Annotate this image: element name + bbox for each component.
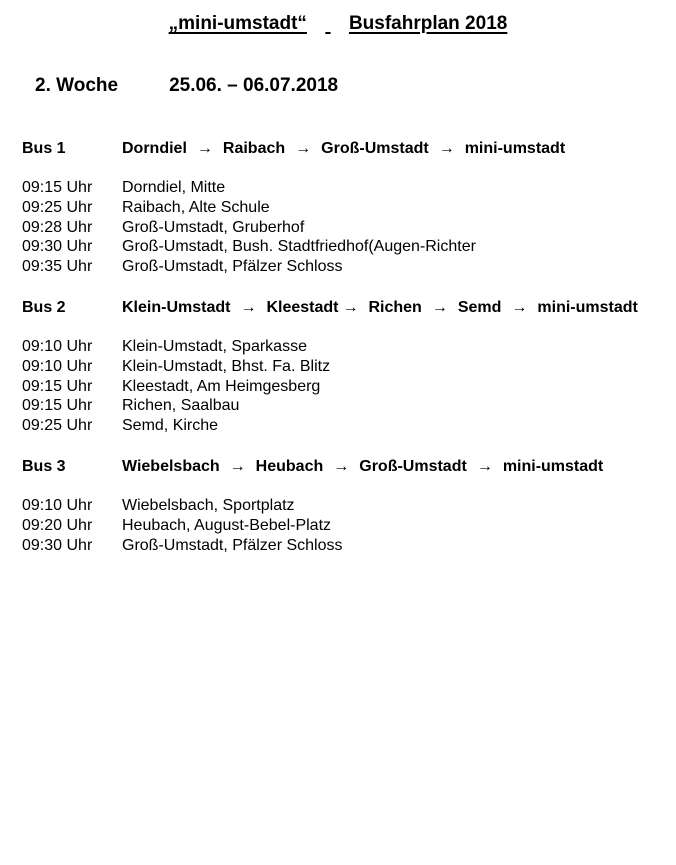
stop-place: Kleestadt, Am Heimgesberg: [122, 377, 321, 395]
route-stop: Kleestadt: [266, 299, 339, 316]
bus-header: [22, 457, 672, 477]
arrow-right-icon: →: [431, 299, 448, 316]
bus-route: [122, 298, 638, 318]
arrow-right-icon: →: [333, 458, 350, 475]
stop-row: [22, 218, 672, 238]
week-label: 2. Woche: [35, 75, 119, 96]
title-spacer: [307, 12, 349, 36]
stop-row: [22, 337, 672, 357]
stop-time: 09:25 Uhr: [22, 417, 93, 434]
route-stop: Richen: [368, 299, 422, 316]
stop-time: 09:10 Uhr: [22, 338, 93, 355]
arrow-right-icon: →: [511, 299, 528, 316]
stop-row: [22, 377, 672, 397]
arrow-right-icon: →: [229, 458, 246, 475]
stop-row: [22, 178, 672, 198]
stop-place: Groß-Umstadt, Pfälzer Schloss: [122, 258, 343, 275]
arrow-right-icon: →: [295, 140, 312, 157]
document-title: [0, 12, 676, 36]
stop-row: [22, 516, 672, 536]
stop-row: [22, 237, 672, 257]
stop-list: [22, 337, 672, 436]
route-stop: mini-umstadt: [464, 140, 566, 157]
stop-place: Dorndiel, Mitte: [122, 179, 226, 196]
bus-schedule-3: [22, 457, 672, 555]
bus-schedule-2: [22, 298, 672, 436]
stop-place: Semd, Kirche: [122, 417, 219, 434]
stop-time: 09:35 Uhr: [22, 258, 93, 275]
week-dates: 25.06. – 06.07.2018: [169, 75, 339, 96]
stop-row: [22, 257, 672, 277]
stop-place: Klein-Umstadt, Bhst. Fa. Blitz: [122, 357, 331, 375]
route-stop: Wiebelsbach: [122, 458, 220, 475]
bus-schedule-1: [22, 139, 672, 277]
stop-time: 09:28 Uhr: [22, 218, 93, 236]
title-schedule-label: Busfahrplan 2018: [348, 13, 508, 34]
stop-row: [22, 536, 672, 556]
bus-label: Bus 3: [22, 458, 66, 475]
route-stop: Groß-Umstadt: [359, 458, 467, 475]
route-stop: Groß-Umstadt: [321, 140, 429, 157]
stop-row: [22, 416, 672, 436]
stop-place: Richen, Saalbau: [122, 397, 240, 415]
stop-time: 09:10 Uhr: [22, 497, 93, 514]
stop-time: 09:10 Uhr: [22, 357, 93, 375]
arrow-right-icon: →: [196, 140, 213, 157]
stop-time: 09:30 Uhr: [22, 536, 93, 554]
route-stop: Raibach: [222, 140, 286, 157]
bus-label: Bus 1: [22, 140, 66, 157]
stop-list: [22, 178, 672, 277]
stop-time: 09:15 Uhr: [22, 377, 93, 395]
bus-header: [22, 298, 672, 318]
bus-label: Bus 2: [22, 299, 66, 316]
stop-place: Groß-Umstadt, Pfälzer Schloss: [122, 536, 343, 554]
route-stop: mini-umstadt: [537, 299, 638, 316]
stop-place: Raibach, Alte Schule: [122, 198, 270, 216]
route-stop: mini-umstadt: [502, 458, 604, 475]
stop-row: [22, 496, 672, 516]
route-stop: Heubach: [255, 458, 324, 475]
route-stop: Semd: [457, 299, 502, 316]
stop-row: [22, 357, 672, 377]
stop-time: 09:30 Uhr: [22, 238, 93, 256]
route-stop: Dorndiel: [122, 140, 187, 157]
stop-time: 09:20 Uhr: [22, 516, 93, 534]
arrow-right-icon: →: [476, 458, 493, 475]
stop-time: 09:15 Uhr: [22, 397, 93, 415]
stop-place: Wiebelsbach, Sportplatz: [122, 497, 295, 514]
week-heading: [35, 74, 338, 98]
title-event-name: „mini-umstadt“: [168, 13, 307, 34]
stop-place: Groß-Umstadt, Gruberhof: [122, 218, 305, 236]
stop-place: Groß-Umstadt, Bush. Stadtfriedhof(Augen-Richter: [122, 238, 476, 256]
stop-place: Klein-Umstadt, Sparkasse: [122, 338, 307, 355]
stop-row: [22, 198, 672, 218]
arrow-right-icon: →: [438, 140, 455, 157]
bus-route: [122, 139, 565, 159]
bus-route: [122, 457, 603, 477]
stop-time: 09:25 Uhr: [22, 198, 93, 216]
route-stop: Klein-Umstadt: [122, 299, 231, 316]
stop-time: 09:15 Uhr: [22, 179, 93, 196]
arrow-right-icon: →: [240, 299, 257, 316]
stop-row: [22, 396, 672, 416]
stop-list: [22, 496, 672, 555]
arrow-right-icon: →: [342, 299, 359, 316]
bus-header: [22, 139, 672, 159]
stop-place: Heubach, August-Bebel-Platz: [122, 516, 332, 534]
